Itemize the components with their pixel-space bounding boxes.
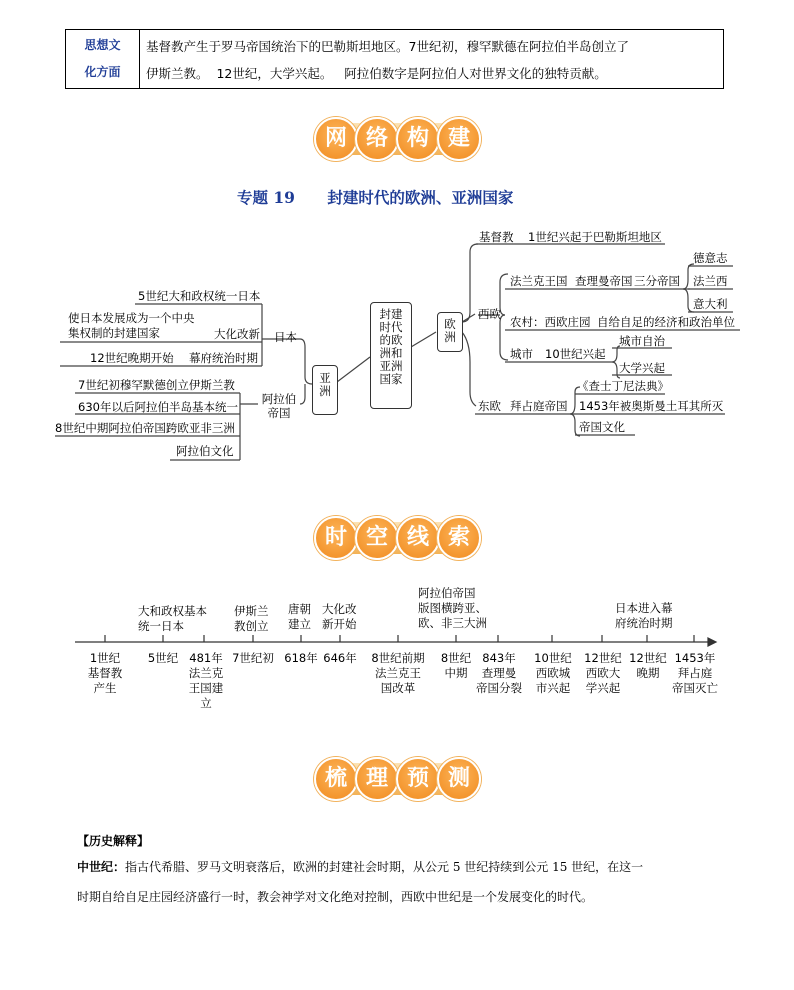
arab-event-unify: 630年以后阿拉伯半岛基本统一	[78, 400, 238, 414]
timeline-event	[142, 651, 184, 666]
arab-event-empire: 8世纪中期阿拉伯帝国跨欧亚非三洲	[55, 421, 235, 435]
timeline-event-line: 1453年	[674, 651, 716, 665]
banner-char: 预	[396, 757, 440, 801]
timeline-event-line: 10世纪	[534, 651, 572, 665]
timeline-event-line: 建立	[288, 617, 311, 631]
banner-char: 理	[355, 757, 399, 801]
timeline-event-line: 基督教	[87, 666, 123, 680]
center-node	[370, 302, 412, 409]
timeline-event-above	[615, 601, 673, 631]
timeline-event	[186, 651, 226, 711]
timeline-event	[281, 651, 321, 666]
content-line: 基督教产生于罗马帝国统治下的巴勒斯坦地区。7世纪初，穆罕默德在阿拉伯半岛创立了	[146, 39, 629, 54]
arab-empire-node: 阿拉伯帝国	[261, 392, 297, 420]
label-line: 化方面	[84, 65, 121, 79]
city-rise: 10世纪兴起	[545, 347, 606, 361]
timeline-event-line: 帝国分裂	[476, 681, 522, 695]
timeline-event-above	[322, 602, 357, 632]
timeline-event-line: 欧、非三大洲	[418, 616, 487, 630]
timeline-event-line: 8世纪	[440, 651, 472, 665]
timeline-event-line: 府统治时期	[615, 616, 673, 630]
arab-event-islam: 7世纪初穆罕默德创立伊斯兰教	[78, 378, 235, 392]
christianity-node: 基督教	[479, 230, 514, 244]
section-banner-network	[314, 117, 479, 161]
timeline-event-line: 帝国灭亡	[672, 681, 718, 695]
byzantine-fall: 1453年被奥斯曼土耳其所灭	[579, 399, 724, 413]
timeline-event-line: 晚期	[636, 666, 660, 680]
west-europe-node: 西欧	[478, 307, 501, 321]
timeline-event-line: 843年	[482, 651, 516, 665]
timeline-event-line: 481年	[189, 651, 223, 665]
italy: 意大利	[693, 297, 728, 311]
timeline-event-line: 日本进入幕	[615, 601, 673, 615]
timeline-event-line: 拜占庭	[677, 666, 713, 680]
asia-label: 亚洲	[319, 371, 331, 398]
banner-char: 网	[314, 117, 358, 161]
timeline-event-line: 5世纪	[147, 651, 179, 665]
section-banner-timeline	[314, 516, 479, 560]
timeline-event	[366, 651, 430, 696]
banner-char: 索	[437, 516, 481, 560]
europe-node	[437, 312, 463, 352]
asia-node	[312, 365, 338, 415]
banner-char: 络	[355, 117, 399, 161]
timeline-event-line: 立	[200, 696, 212, 710]
timeline-event	[82, 651, 128, 696]
timeline-event-line: 王国建	[188, 681, 224, 695]
history-body	[77, 852, 727, 912]
timeline-event-line: 阿拉伯帝国	[418, 586, 476, 600]
info-table	[65, 29, 724, 89]
timeline-event-line: 8世纪前期	[371, 651, 425, 665]
timeline-event	[472, 651, 526, 696]
justinian-code: 《查士丁尼法典》	[577, 379, 669, 393]
table-row-content	[146, 33, 718, 87]
mind-map	[0, 222, 794, 470]
east-europe-node: 东欧	[478, 399, 501, 413]
label-line: 思想文	[84, 38, 121, 52]
timeline-event-above	[288, 602, 311, 632]
timeline-event	[668, 651, 722, 696]
history-heading: 【历史解释】	[77, 834, 150, 848]
timeline-event-line: 伊斯兰	[234, 604, 269, 618]
byzantine-empire: 拜占庭帝国	[510, 399, 568, 413]
japan-shogunate: 幕府统治时期	[189, 351, 258, 365]
japan-node: 日本	[274, 330, 297, 344]
timeline-event	[530, 651, 576, 696]
timeline-event-line: 西欧大	[585, 666, 621, 680]
banner-char: 建	[437, 117, 481, 161]
timeline-event	[436, 651, 476, 681]
timeline-event-line: 法兰克王	[375, 666, 421, 680]
timeline-event-line: 1世纪	[89, 651, 121, 665]
timeline-event-line: 中期	[444, 666, 468, 680]
timeline-event-line: 学兴起	[585, 681, 621, 695]
history-line: 时期自给自足庄园经济盛行一时，教会神学对文化绝对控制，西欧中世纪是一个发展变化的时代。	[77, 890, 594, 904]
timeline-event-line: 国改革	[380, 681, 416, 695]
timeline-event-line: 法兰克	[188, 666, 224, 680]
charlemagne-empire: 查理曼帝国	[575, 274, 633, 288]
city-node: 城市	[510, 347, 533, 361]
banner-char: 时	[314, 516, 358, 560]
banner-char: 梳	[314, 757, 358, 801]
japan-event-unify: 5世纪大和政权统一日本	[138, 289, 261, 303]
rural-manor: 农村：西欧庄园	[510, 315, 591, 329]
university-rise: 大学兴起	[619, 361, 665, 375]
history-line	[77, 852, 727, 882]
timeline-event-above	[138, 604, 207, 634]
japan-event-central: 使日本发展成为一个中央	[68, 311, 195, 325]
japan-taika-reform: 大化改新	[214, 327, 260, 341]
banner-char: 测	[437, 757, 481, 801]
japan-event-central-2: 集权制的封建国家	[68, 326, 160, 340]
christianity-origin: 1世纪兴起于巴勒斯坦地区	[528, 230, 662, 244]
timeline-event-line: 12世纪	[584, 651, 622, 665]
timeline-event-line: 新开始	[322, 617, 357, 631]
japan-event-late12: 12世纪晚期开始	[90, 351, 174, 365]
history-text: 指古代希腊、罗马文明衰落后，欧洲的封建社会时期，从公元 5 世纪持续到公元 15 世纪，在这一	[125, 860, 644, 874]
timeline	[0, 585, 794, 720]
timeline-event-line: 产生	[93, 681, 117, 695]
timeline-event-line: 618年	[284, 651, 318, 665]
timeline-event-line: 教创立	[234, 619, 269, 633]
banner-char: 空	[355, 516, 399, 560]
history-term: 中世纪：	[77, 860, 126, 874]
timeline-event-line: 646年	[323, 651, 357, 665]
byzantine-culture: 帝国文化	[579, 420, 625, 434]
topic-title: 专题 19 封建时代的欧洲、亚洲国家	[237, 188, 514, 207]
timeline-event	[320, 651, 360, 666]
timeline-event-line: 12世纪	[629, 651, 667, 665]
banner-char: 线	[396, 516, 440, 560]
frank-kingdom: 法兰克王国	[510, 274, 568, 288]
europe-label: 欧洲	[444, 317, 456, 344]
timeline-event-line: 版图横跨亚、	[418, 601, 487, 615]
timeline-event-line: 唐朝	[288, 602, 311, 616]
empire-split: 三分帝国	[634, 274, 680, 288]
timeline-event-line: 西欧城	[535, 666, 571, 680]
timeline-event	[228, 651, 278, 666]
timeline-event-line: 7世纪初	[232, 651, 274, 665]
timeline-event-above	[234, 604, 269, 634]
table-row-label	[66, 30, 140, 88]
section-banner-review	[314, 757, 479, 801]
city-self-govern: 城市自治	[619, 334, 665, 348]
center-label: 封建时代的欧洲和亚洲国家	[379, 307, 403, 386]
timeline-event-line: 统一日本	[138, 619, 184, 633]
timeline-event-above	[418, 586, 487, 631]
timeline-event	[580, 651, 626, 696]
rural-manor-desc: 自给自足的经济和政治单位	[597, 315, 735, 329]
banner-char: 构	[396, 117, 440, 161]
timeline-event-line: 大和政权基本	[138, 604, 207, 618]
timeline-event-line: 查理曼	[481, 666, 517, 680]
germany: 德意志	[693, 251, 728, 265]
timeline-event	[626, 651, 670, 681]
timeline-event-line: 市兴起	[535, 681, 571, 695]
timeline-event-line: 大化改	[322, 602, 357, 616]
france: 法兰西	[693, 274, 728, 288]
content-line: 伊斯兰教。 12世纪，大学兴起。 阿拉伯数字是阿拉伯人对世界文化的独特贡献。	[146, 66, 607, 81]
arab-culture: 阿拉伯文化	[176, 444, 234, 458]
